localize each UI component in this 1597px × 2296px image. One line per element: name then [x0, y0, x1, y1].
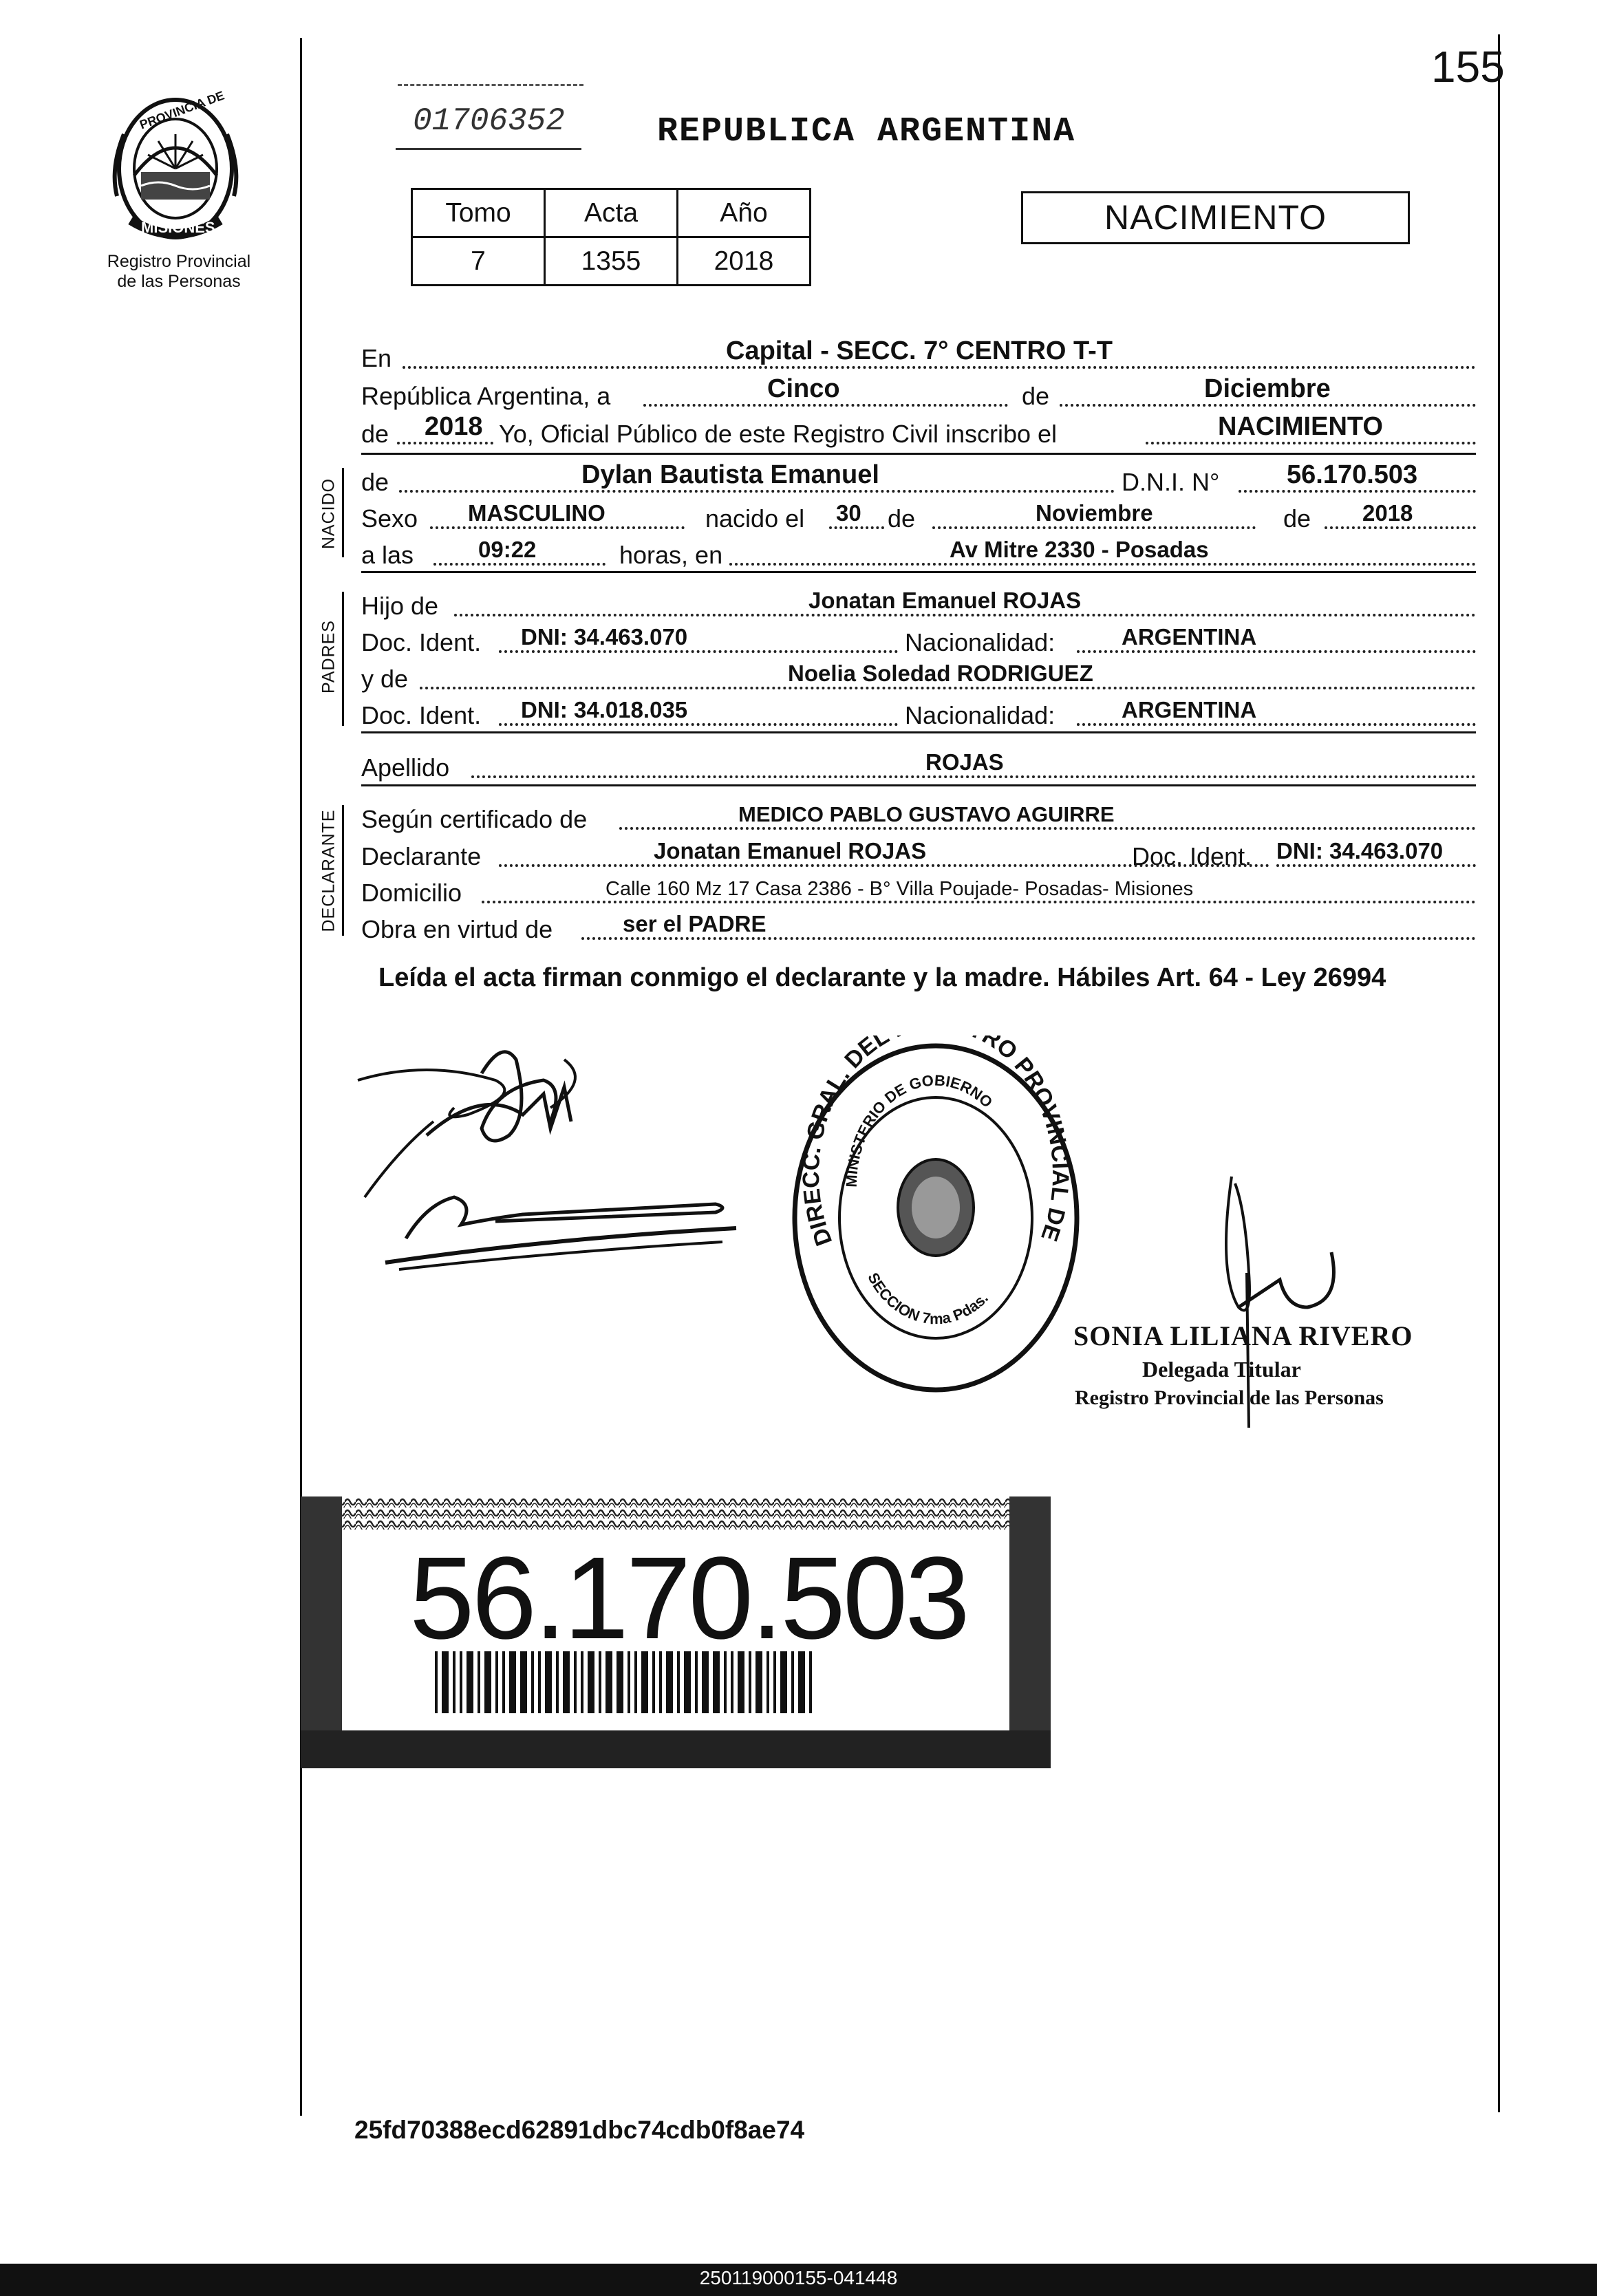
row-father-doc — [361, 621, 1476, 657]
child-name: Dylan Bautista Emanuel — [581, 460, 879, 489]
anio-header: Año — [678, 189, 811, 237]
tomo-value: 7 — [412, 237, 545, 286]
official-office: Registro Provincial de las Personas — [1075, 1386, 1384, 1409]
row-obra — [361, 908, 1476, 944]
a-las-label: a las — [361, 541, 414, 569]
serial-number: 01706352 — [413, 103, 565, 139]
de-label: de — [1022, 382, 1050, 410]
father-nationality: ARGENTINA — [1122, 624, 1257, 650]
record-reference-table — [411, 188, 811, 286]
obra-value: ser el PADRE — [623, 911, 767, 936]
nacido-de-label: de — [361, 468, 389, 496]
row-father — [361, 585, 1476, 621]
declarante-value: Jonatan Emanuel ROJAS — [654, 838, 927, 863]
place-value: Capital - SECC. 7° CENTRO T-T — [726, 336, 1113, 365]
section-label-nacido: NACIDO — [319, 478, 339, 550]
father-doc: DNI: 34.463.070 — [521, 624, 688, 650]
closing-statement: Leída el acta firman conmigo el declarante y la madre. Hábiles Art. 64 - Ley 26994 — [378, 963, 1386, 992]
document-hash: 25fd70388ecd62891dbc74cdb0f8ae74 — [354, 2116, 805, 2144]
sexo-value: MASCULINO — [468, 500, 605, 526]
stamp-inner-text: MINISTERIO DE GOBIERNO — [842, 1071, 996, 1188]
apellido-value: ROJAS — [925, 749, 1004, 775]
birth-month: Noviembre — [1036, 500, 1153, 526]
birth-time: 09:22 — [478, 537, 537, 562]
nacido-de-label-3: de — [1283, 504, 1311, 533]
row-domicilio — [361, 872, 1476, 908]
official-text: Yo, Oficial Público de este Registro Civil inscribo el — [499, 420, 1058, 448]
declarante-label: Declarante — [361, 842, 482, 870]
row-time-place — [361, 534, 1476, 570]
row-mother-doc — [361, 694, 1476, 730]
month-value: Diciembre — [1204, 374, 1331, 403]
sexo-label: Sexo — [361, 504, 418, 533]
anio-value: 2018 — [678, 237, 811, 286]
de2-label: de — [361, 420, 389, 448]
horas-label: horas, en — [619, 541, 723, 569]
en-label: En — [361, 344, 392, 372]
certificado-label: Según certificado de — [361, 805, 588, 833]
apellido-label: Apellido — [361, 753, 450, 782]
father-name: Jonatan Emanuel ROJAS — [808, 588, 1082, 613]
record-type-box: NACIMIENTO — [1021, 191, 1410, 244]
republica-label: República Argentina, a — [361, 382, 611, 410]
y-de-label: y de — [361, 665, 409, 693]
footer-code: 250119000155-041448 — [699, 2267, 898, 2288]
right-margin-line — [1498, 34, 1500, 2112]
birth-day: 30 — [836, 500, 861, 526]
mother-doc: DNI: 34.018.035 — [521, 697, 688, 722]
mother-name: Noelia Soledad RODRIGUEZ — [788, 661, 1093, 686]
section-label-declarante: DECLARANTE — [319, 809, 339, 932]
tomo-header: Tomo — [412, 189, 545, 237]
row-sex-birth — [361, 497, 1476, 533]
row-apellido — [361, 747, 1476, 782]
declarante-doc-label: Doc. Ident. — [1132, 842, 1252, 870]
nacido-de-label-2: de — [888, 504, 916, 533]
domicilio-label: Domicilio — [361, 879, 462, 907]
page-number: 155 — [1431, 42, 1505, 92]
left-margin-line — [300, 38, 302, 2116]
row-mother — [361, 658, 1476, 694]
serial-bottom-rule — [396, 148, 581, 150]
certificado-value: MEDICO PABLO GUSTAVO AGUIRRE — [738, 802, 1115, 826]
official-role: Delegada Titular — [1142, 1357, 1301, 1382]
country-title: REPUBLICA ARGENTINA — [657, 112, 1076, 151]
father-doc-label: Doc. Ident. — [361, 628, 482, 656]
birth-year: 2018 — [1362, 500, 1413, 526]
mother-nationality: ARGENTINA — [1122, 697, 1257, 722]
mother-nationality-label: Nacionalidad: — [905, 701, 1055, 729]
father-nationality-label: Nacionalidad: — [905, 628, 1055, 656]
acta-header: Acta — [545, 189, 678, 237]
logo-seal-text-top: PROVINCIA DE — [138, 88, 226, 132]
acta-value: 1355 — [545, 237, 678, 286]
logo-caption — [89, 252, 268, 292]
section-label-padres: PADRES — [319, 620, 339, 694]
row-year — [361, 413, 1476, 449]
domicilio-value: Calle 160 Mz 17 Casa 2386 - B° Villa Poujade- Posadas- Misiones — [605, 878, 1194, 900]
hijo-label: Hijo de — [361, 592, 439, 620]
nacido-el-label: nacido el — [705, 504, 805, 533]
declarante-doc: DNI: 34.463.070 — [1276, 838, 1444, 863]
dni-block-number: 56.170.503 — [409, 1533, 967, 1664]
logo-caption-line-2: de las Personas — [117, 272, 241, 291]
dni-label: D.N.I. N° — [1122, 468, 1220, 496]
birth-place: Av Mitre 2330 - Posadas — [950, 537, 1209, 562]
year-value: 2018 — [425, 412, 483, 441]
row-date — [361, 375, 1476, 411]
child-dni: 56.170.503 — [1287, 460, 1418, 489]
mother-doc-label: Doc. Ident. — [361, 701, 482, 729]
official-name: SONIA LILIANA RIVERO — [1073, 1320, 1413, 1351]
stamp-outer-text: DIRECC. GRAL. DEL RO PROVINCIAL DE — [797, 1036, 1074, 1249]
row-certificado — [361, 798, 1476, 834]
row-declarante — [361, 835, 1476, 871]
stamp-bottom-text: SECCION 7ma Pdas. — [864, 1269, 992, 1328]
logo-seal-text-bottom: MISIONES — [141, 219, 215, 236]
row-place — [361, 337, 1476, 373]
logo-caption-line-1: Registro Provincial — [107, 252, 251, 271]
row-name — [361, 461, 1476, 497]
day-value: Cinco — [767, 374, 840, 403]
serial-top-rule — [398, 84, 583, 86]
obra-label: Obra en virtud de — [361, 915, 553, 943]
event-value: NACIMIENTO — [1218, 412, 1383, 441]
official-stamp — [784, 1036, 1087, 1400]
signature-declarant — [344, 1032, 757, 1280]
